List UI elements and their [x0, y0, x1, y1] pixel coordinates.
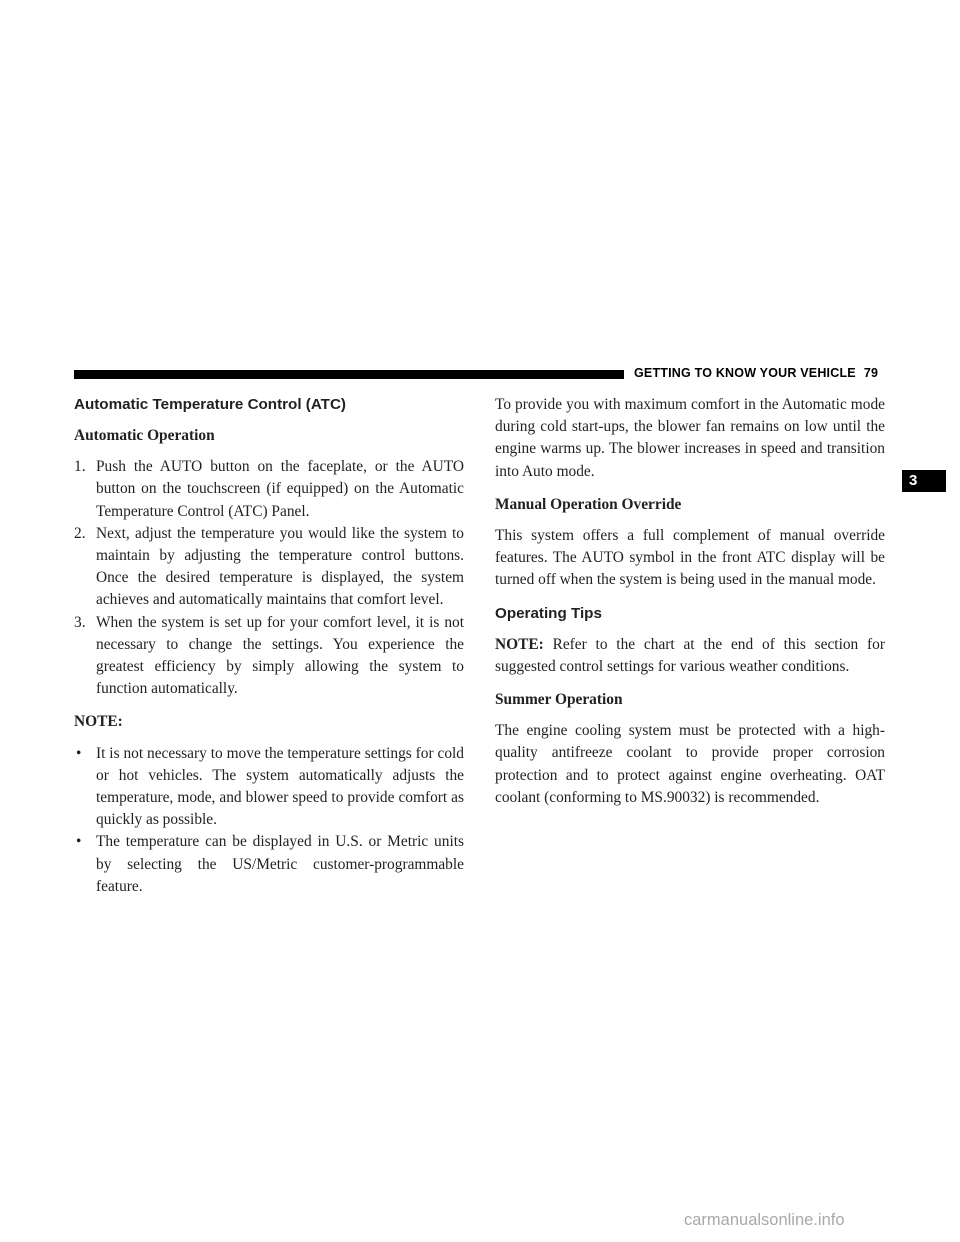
section-title: Automatic Temperature Control (ATC) [74, 396, 346, 413]
step-number: 3. [74, 613, 86, 631]
step-text: Push the AUTO button on the faceplate, or the AUTO button on the touchscreen (if equipped) on the Automatic Temperature Control (ATC) Panel. [96, 458, 464, 520]
manual-override-title: Manual Operation Override [495, 495, 682, 513]
bullet-text: The temperature can be displayed in U.S. or Metric units by selecting the US/Metric customer-programmable feature. [96, 833, 464, 895]
intro-paragraph: To provide you with maximum comfort in the Automatic mode during cold start-ups, the blower fan remains on low until the engine warms up. The blower increases in speed and transition into Auto mode. [495, 396, 885, 480]
step-item [74, 523, 464, 612]
header-title: GETTING TO KNOW YOUR VEHICLE [634, 366, 856, 380]
manual-override-text: This system offers a full complement of manual override features. The AUTO symbol in the front ATC display will be turned off when the system is being used in the manual mode. [495, 527, 885, 589]
step-text: Next, adjust the temperature you would like the system to maintain by adjusting the temperature control buttons. Once the desired temperature is displayed, the system achieves and automatically maintains that comfort level. [96, 524, 464, 609]
page-number: 79 [863, 366, 879, 380]
bullet-icon: • [76, 744, 82, 762]
step-text: When the system is set up for your comfort level, it is not necessary to change the settings. You experience the greatest efficiency by simply allowing the system to function automatically. [96, 613, 464, 698]
bullet-text: It is not necessary to move the temperature settings for cold or hot vehicles. The system automatically adjusts the temperature, mode, and blower speed to provide comfort as quickly as possible. [96, 744, 464, 829]
step-number: 1. [74, 458, 86, 476]
watermark: carmanualsonline.info [684, 1211, 845, 1229]
tips-note-text: Refer to the chart at the end of this section for suggested control settings for various weather conditions. [495, 635, 885, 675]
step-item [74, 456, 464, 523]
header-rule [74, 370, 624, 379]
step-item [74, 612, 464, 701]
right-column [495, 394, 885, 809]
chapter-tab: 3 [902, 470, 946, 492]
bullet-item [74, 831, 464, 898]
summer-operation-title: Summer Operation [495, 691, 623, 709]
tips-note-label: NOTE: [495, 635, 544, 653]
step-number: 2. [74, 524, 86, 542]
left-column [74, 394, 464, 898]
summer-operation-text: The engine cooling system must be protected with a high-quality antifreeze coolant to provide proper corrosion protection and to protect against engine overheating. OAT coolant (conforming to MS.90032) is recommended. [495, 722, 885, 806]
running-header [634, 366, 878, 380]
bullet-icon: • [76, 833, 82, 851]
tips-note [495, 634, 885, 678]
bullet-item [74, 743, 464, 832]
operating-tips-title: Operating Tips [495, 604, 602, 622]
note-label: NOTE: [74, 713, 123, 731]
subsection-title: Automatic Operation [74, 427, 215, 444]
